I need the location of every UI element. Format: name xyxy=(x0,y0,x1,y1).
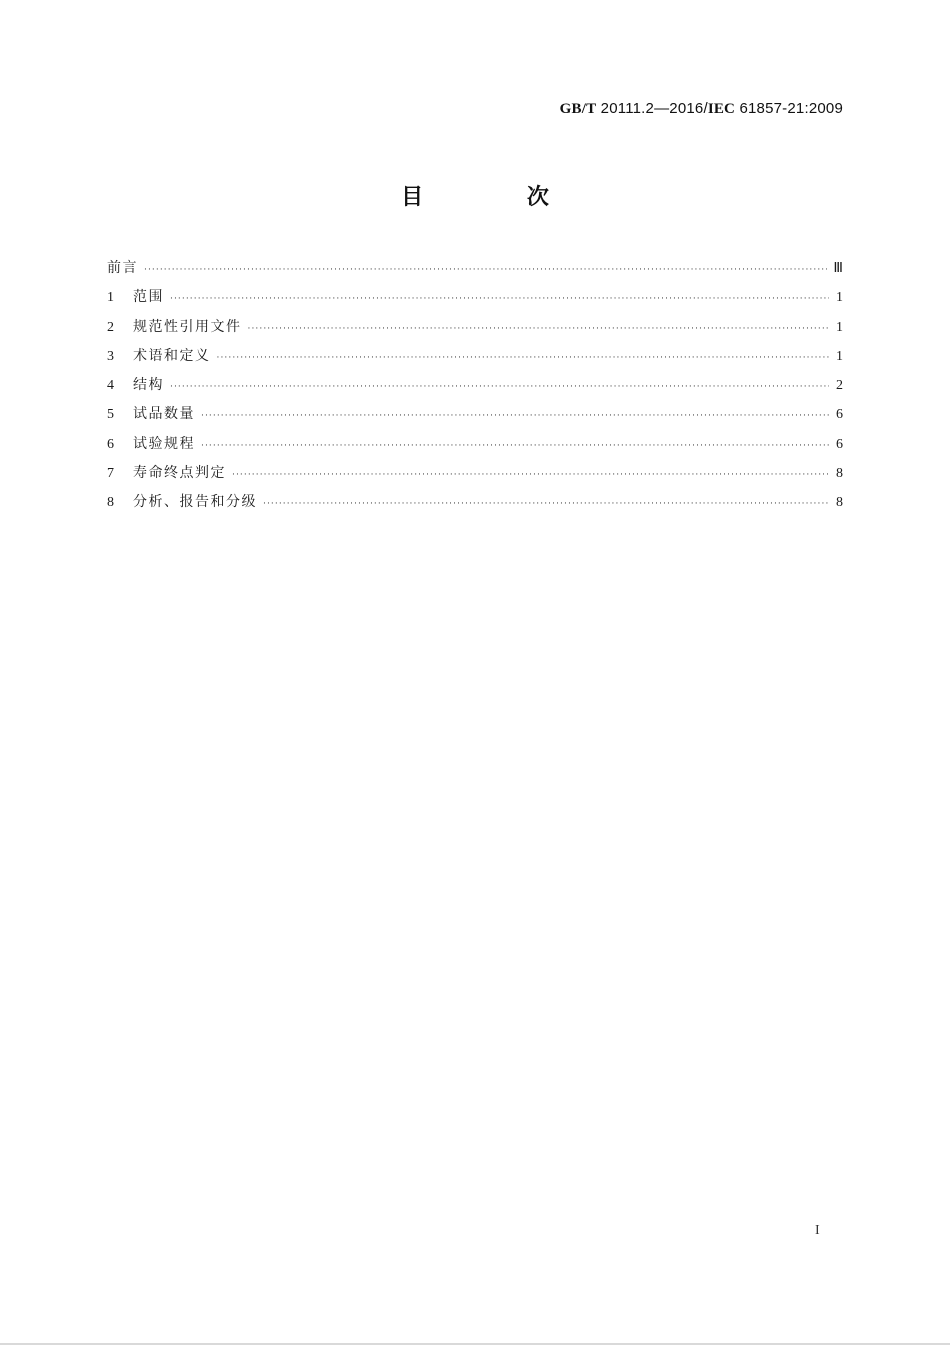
toc-leader-dots xyxy=(144,265,827,275)
toc-entry-number: 7 xyxy=(107,466,114,482)
toc-entry-page: 2 xyxy=(836,378,843,394)
toc-entry-label: 寿命终点判定 xyxy=(133,465,226,482)
toc-entry-label: 前言 xyxy=(107,260,138,276)
toc-leader-dots xyxy=(217,353,830,363)
toc-entry-page: Ⅲ xyxy=(833,261,843,276)
toc-entry-label: 分析、报告和分级 xyxy=(133,494,257,511)
toc-entry-1[interactable] xyxy=(107,286,843,315)
toc-leader-dots xyxy=(170,382,829,392)
toc-entry-foreword[interactable] xyxy=(107,257,843,286)
toc-entry-page: 6 xyxy=(836,436,843,452)
toc-entry-8[interactable] xyxy=(107,491,843,520)
toc-leader-dots xyxy=(263,499,829,509)
toc-leader-dots xyxy=(201,411,829,421)
toc-entry-number: 1 xyxy=(107,290,114,306)
iec-code: IEC xyxy=(707,101,736,117)
toc-entry-page: 1 xyxy=(836,348,843,364)
toc-entry-2[interactable] xyxy=(107,316,843,345)
toc-entry-7[interactable] xyxy=(107,462,843,491)
toc-entry-4[interactable] xyxy=(107,374,843,403)
toc-entry-number: 5 xyxy=(107,407,114,423)
standard-code: GB/T xyxy=(559,101,597,117)
toc-leader-dots xyxy=(201,441,829,451)
toc-entry-label: 范围 xyxy=(133,289,164,306)
toc-entry-6[interactable] xyxy=(107,433,843,462)
toc-entry-page: 1 xyxy=(836,290,843,306)
standard-number-rest: 20111.2—2016/ xyxy=(596,100,708,117)
toc-entry-label: 规范性引用文件 xyxy=(133,318,242,335)
toc-leader-dots xyxy=(232,470,829,480)
toc-entry-label: 术语和定义 xyxy=(133,347,211,364)
toc-leader-dots xyxy=(170,294,829,304)
toc-entry-number: 4 xyxy=(107,378,114,394)
table-of-contents xyxy=(107,257,843,521)
toc-entry-number: 3 xyxy=(107,348,114,364)
toc-entry-page: 6 xyxy=(836,407,843,423)
standard-number xyxy=(560,100,843,118)
toc-leader-dots xyxy=(248,324,830,334)
toc-entry-number: 8 xyxy=(107,495,114,511)
toc-entry-label: 试品数量 xyxy=(133,406,195,423)
page-number: I xyxy=(815,1223,820,1238)
iec-number-rest: 61857-21:2009 xyxy=(735,100,843,117)
toc-entry-number: 2 xyxy=(107,319,114,335)
toc-entry-label: 结构 xyxy=(133,377,164,394)
toc-entry-page: 8 xyxy=(836,495,843,511)
toc-entry-label: 试验规程 xyxy=(133,435,195,452)
toc-entry-page: 8 xyxy=(836,466,843,482)
toc-title: 目 次 xyxy=(401,185,597,210)
toc-entry-3[interactable] xyxy=(107,345,843,374)
toc-entry-number: 6 xyxy=(107,436,114,452)
toc-entry-page: 1 xyxy=(836,319,843,335)
toc-entry-5[interactable] xyxy=(107,403,843,432)
